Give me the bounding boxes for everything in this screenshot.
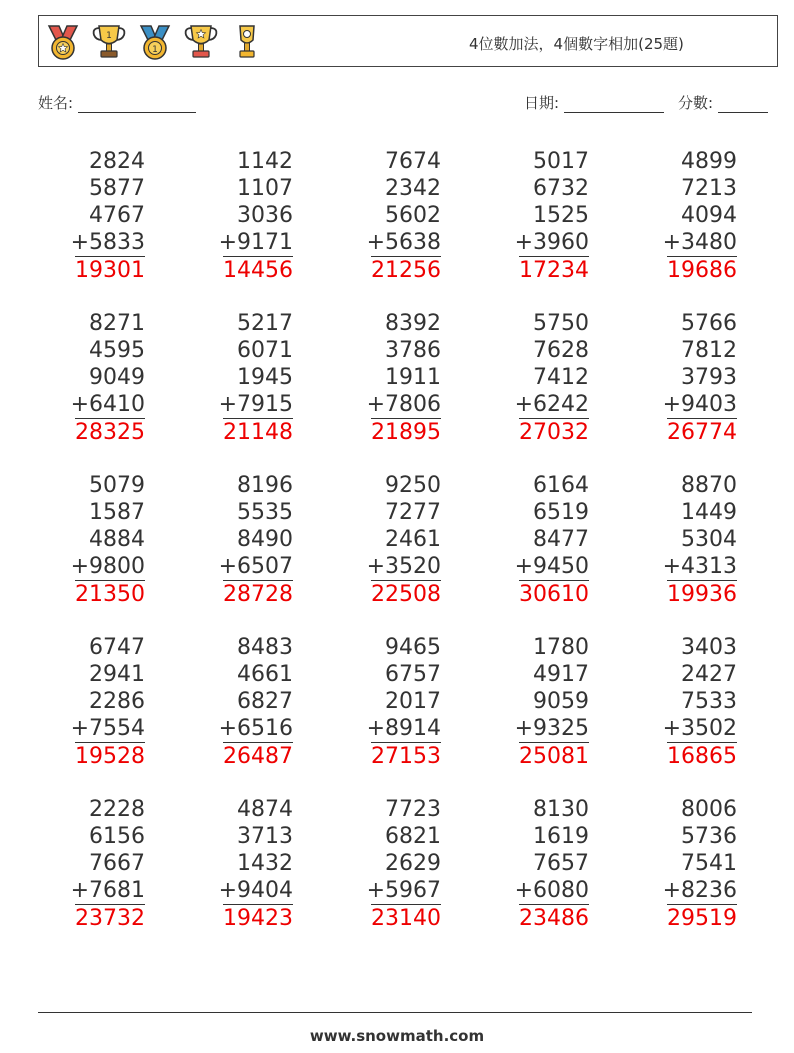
answer: 25081 [519, 744, 589, 769]
addend: 2629 [385, 851, 441, 876]
problem-1 [35, 148, 145, 284]
addend: 2941 [89, 662, 145, 687]
addend: 8392 [385, 311, 441, 336]
addend: 8870 [681, 473, 737, 498]
addend: 6071 [237, 338, 293, 363]
answer: 26774 [667, 420, 737, 445]
addend: 6821 [385, 824, 441, 849]
problem-13 [331, 472, 441, 608]
problem-16 [35, 634, 145, 770]
addend: +6242 [514, 392, 589, 417]
answer: 23140 [371, 906, 441, 931]
addend: 5017 [533, 149, 589, 174]
addend: 6827 [237, 689, 293, 714]
problem-9 [479, 310, 589, 446]
score-field [678, 92, 768, 113]
addend: 1142 [237, 149, 293, 174]
addend: 9465 [385, 635, 441, 660]
addend: 8271 [89, 311, 145, 336]
addend: 2017 [385, 689, 441, 714]
addend: 4899 [681, 149, 737, 174]
answer: 19528 [75, 744, 145, 769]
answer: 14456 [223, 258, 293, 283]
addend: 3793 [681, 365, 737, 390]
addend: 5602 [385, 203, 441, 228]
answer: 21148 [223, 420, 293, 445]
addend: 4874 [237, 797, 293, 822]
addend: 7412 [533, 365, 589, 390]
addend: 7812 [681, 338, 737, 363]
problem-17 [183, 634, 293, 770]
answer: 26487 [223, 744, 293, 769]
problem-8 [331, 310, 441, 446]
addend: 1780 [533, 635, 589, 660]
addend: 5535 [237, 500, 293, 525]
addend: +9404 [218, 878, 293, 903]
addend: 8130 [533, 797, 589, 822]
trophy-icon [89, 22, 129, 62]
answer: 19301 [75, 258, 145, 283]
name-field [38, 92, 196, 113]
award-icons [43, 20, 267, 64]
addend: +3520 [366, 554, 441, 579]
addend: 7213 [681, 176, 737, 201]
name-blank[interactable] [78, 97, 196, 113]
addend: 8196 [237, 473, 293, 498]
addend: 2286 [89, 689, 145, 714]
addend: +5967 [366, 878, 441, 903]
addend: 7541 [681, 851, 737, 876]
page-title: 4位數加法，4個數字相加(25題) [469, 35, 684, 53]
answer: 21895 [371, 420, 441, 445]
addend: +9403 [662, 392, 737, 417]
addend: +5833 [70, 230, 145, 255]
answer: 28728 [223, 582, 293, 607]
addend: 1945 [237, 365, 293, 390]
problem-25 [627, 796, 737, 932]
addend: 5079 [89, 473, 145, 498]
addend: 3403 [681, 635, 737, 660]
addend: +7915 [218, 392, 293, 417]
addend: 5766 [681, 311, 737, 336]
addend: 9250 [385, 473, 441, 498]
answer: 27032 [519, 420, 589, 445]
score-blank[interactable] [718, 97, 768, 113]
addend: +4313 [662, 554, 737, 579]
svg-text:1: 1 [106, 31, 112, 41]
svg-text:1: 1 [152, 45, 158, 55]
addend: 5736 [681, 824, 737, 849]
addend: +3502 [662, 716, 737, 741]
trophy-icon [181, 22, 221, 62]
problem-14 [479, 472, 589, 608]
addend: 4917 [533, 662, 589, 687]
addend: 7723 [385, 797, 441, 822]
addend: 5750 [533, 311, 589, 336]
problem-23 [331, 796, 441, 932]
addend: 4595 [89, 338, 145, 363]
answer: 19423 [223, 906, 293, 931]
addend: +7554 [70, 716, 145, 741]
addend: 3713 [237, 824, 293, 849]
date-blank[interactable] [564, 97, 664, 113]
problem-5 [627, 148, 737, 284]
addend: 1107 [237, 176, 293, 201]
answer: 21350 [75, 582, 145, 607]
problem-6 [35, 310, 145, 446]
trophy-icon [227, 22, 267, 62]
addend: +9800 [70, 554, 145, 579]
addend: 2228 [89, 797, 145, 822]
addend: 2342 [385, 176, 441, 201]
addend: 5217 [237, 311, 293, 336]
problem-19 [479, 634, 589, 770]
addend: 8477 [533, 527, 589, 552]
addend: +9450 [514, 554, 589, 579]
addend: 9049 [89, 365, 145, 390]
problem-20 [627, 634, 737, 770]
addend: 1911 [385, 365, 441, 390]
problem-21 [35, 796, 145, 932]
answer: 29519 [667, 906, 737, 931]
addend: 6519 [533, 500, 589, 525]
addend: 3786 [385, 338, 441, 363]
addend: 7277 [385, 500, 441, 525]
addend: 6757 [385, 662, 441, 687]
addend: 6732 [533, 176, 589, 201]
addend: +9325 [514, 716, 589, 741]
addend: 1587 [89, 500, 145, 525]
problem-18 [331, 634, 441, 770]
addend: +8236 [662, 878, 737, 903]
answer: 17234 [519, 258, 589, 283]
addend: 5877 [89, 176, 145, 201]
addend: +7681 [70, 878, 145, 903]
addend: 8490 [237, 527, 293, 552]
addend: 2427 [681, 662, 737, 687]
addend: 4661 [237, 662, 293, 687]
problem-10 [627, 310, 737, 446]
addend: 9059 [533, 689, 589, 714]
addend: 8483 [237, 635, 293, 660]
addend: +6410 [70, 392, 145, 417]
answer: 23732 [75, 906, 145, 931]
addend: 1619 [533, 824, 589, 849]
addend: 6164 [533, 473, 589, 498]
addend: 6156 [89, 824, 145, 849]
footer-site: www.snowmath.com [309, 1027, 485, 1045]
problem-22 [183, 796, 293, 932]
addend: 1525 [533, 203, 589, 228]
answer: 19936 [667, 582, 737, 607]
addend: 1449 [681, 500, 737, 525]
addend: +9171 [218, 230, 293, 255]
addend: 7674 [385, 149, 441, 174]
answer: 23486 [519, 906, 589, 931]
addend: 6747 [89, 635, 145, 660]
addend: 4767 [89, 203, 145, 228]
problem-11 [35, 472, 145, 608]
problem-3 [331, 148, 441, 284]
problem-4 [479, 148, 589, 284]
answer: 16865 [667, 744, 737, 769]
problem-7 [183, 310, 293, 446]
addend: +6507 [218, 554, 293, 579]
problem-2 [183, 148, 293, 284]
addend: +3960 [514, 230, 589, 255]
header-box [38, 15, 778, 67]
answer: 21256 [371, 258, 441, 283]
medal-icon [43, 22, 83, 62]
problem-15 [627, 472, 737, 608]
answer: 30610 [519, 582, 589, 607]
footer-divider [38, 1012, 752, 1013]
addend: +3480 [662, 230, 737, 255]
addend: 2461 [385, 527, 441, 552]
name-label: 姓名: [38, 94, 74, 112]
answer: 19686 [667, 258, 737, 283]
addend: 7657 [533, 851, 589, 876]
answer: 27153 [371, 744, 441, 769]
addend: 1432 [237, 851, 293, 876]
addend: 7628 [533, 338, 589, 363]
addend: 7533 [681, 689, 737, 714]
problem-12 [183, 472, 293, 608]
medal-icon [135, 22, 175, 62]
addend: +8914 [366, 716, 441, 741]
date-label: 日期: [524, 94, 560, 112]
problem-24 [479, 796, 589, 932]
addend: +6080 [514, 878, 589, 903]
addend: +7806 [366, 392, 441, 417]
addend: 5304 [681, 527, 737, 552]
answer: 22508 [371, 582, 441, 607]
addend: 4094 [681, 203, 737, 228]
addend: 8006 [681, 797, 737, 822]
addend: 7667 [89, 851, 145, 876]
answer: 28325 [75, 420, 145, 445]
addend: 3036 [237, 203, 293, 228]
date-field [524, 92, 664, 113]
addend: +5638 [366, 230, 441, 255]
addend: 4884 [89, 527, 145, 552]
addend: 2824 [89, 149, 145, 174]
addend: +6516 [218, 716, 293, 741]
score-label: 分數: [678, 94, 714, 112]
